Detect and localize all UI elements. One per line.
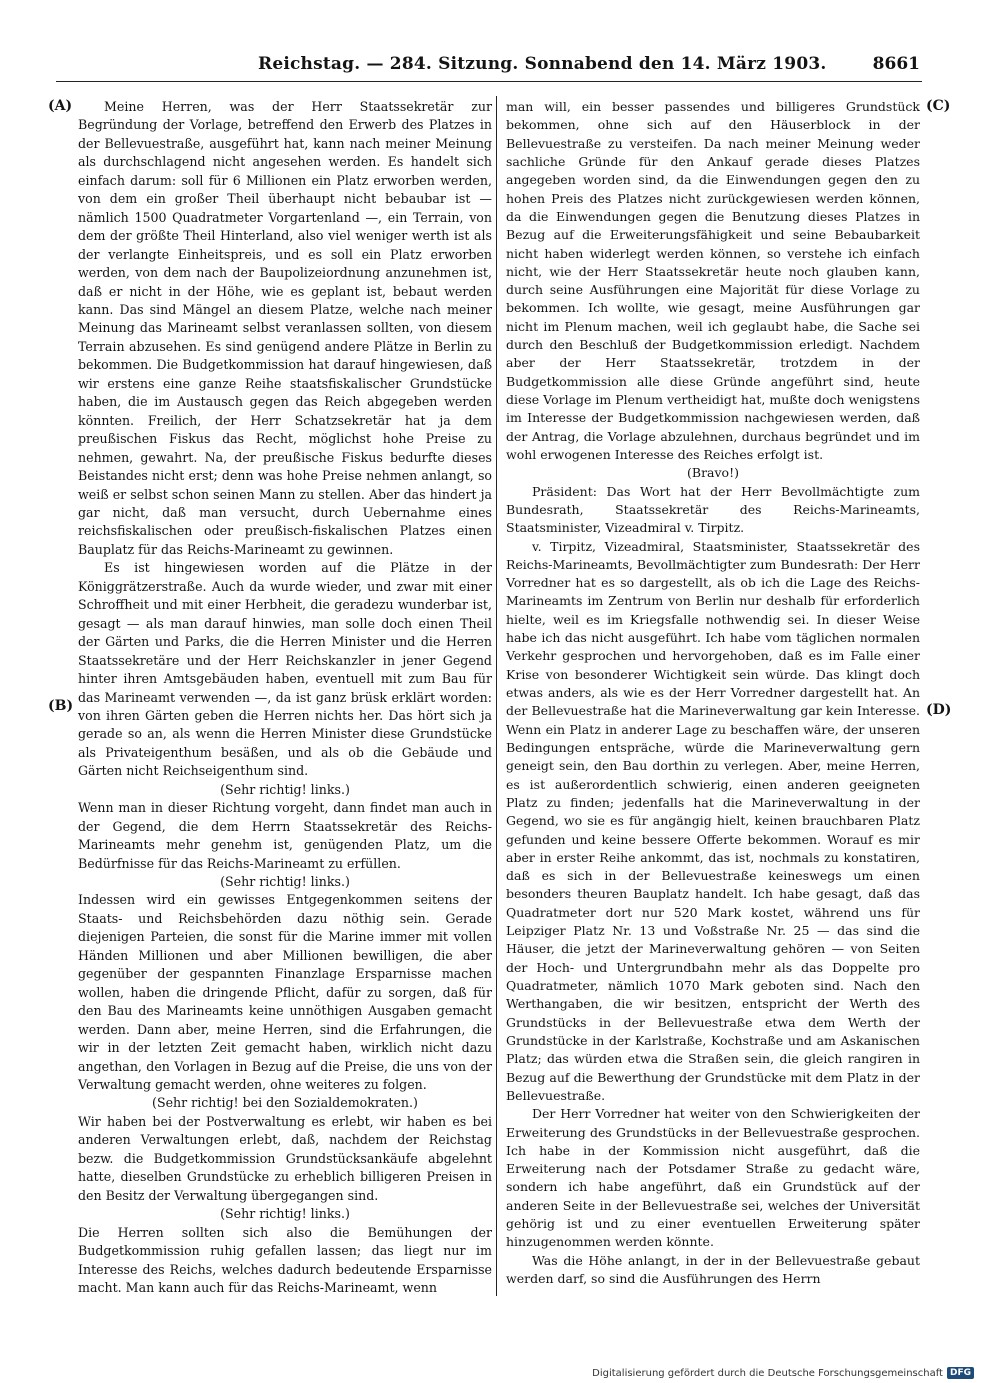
interjection: (Sehr richtig! bei den Sozialdemokraten.): [152, 1095, 418, 1111]
left-column: [78, 98, 492, 1297]
margin-marker-c: (C): [926, 98, 951, 114]
speaker-paragraph-tirpitz: v. Tirpitz, Vizeadmiral, Staatsminister, Staatssekretär des Reichs-Marineamts, Bevollmächtigter zum Bundesrath: Der Herr Vorredner hat es so dargestellt, als ob ich die Lage des Reichs-Marineamts im Zentrum von Berlin nur deshalb für erforderlich hielte, weil es im Kriegsfalle nothwendig sei. In dieser Weise habe ich das nicht ausgeführt. Ich habe vom täglichen normalen Verkehr gesprochen und hervorgehoben, daß es im Falle einer Krise von besonderer Wichtigkeit sein würde. Das klingt doch etwas anders, als wie es der Herr Vorredner dargestellt hat. An der Bellevuestraße hat die Marineverwaltung gar kein Interesse. Wenn ein Platz in anderer Lage zu beschaffen wäre, der unseren Bedingungen entspräche, würde die Marineverwaltung gern geneigt sein, den Bau dorthin zu verlegen. Aber, meine Herren, es ist außerordentlich schwierig, einen anderen geeigneten Platz zu finden; jedenfalls hat die Marineverwaltung in der Gegend, wo sie es für angängig hielt, keinen brauchbaren Platz gefunden und keine bessere Offerte bekommen. Worauf es mir aber in erster Reihe ankommt, das ist, nochmals zu konstatiren, daß es sich in der Bellevuestraße keineswegs um einen besonders theuren Bauplatz handelt. Ich habe gesagt, daß das Quadratmeter dort nur 520 Mark kostet, während uns für Leipziger Platz Nr. 13 und Voßstraße Nr. 25 — das sind die Häuser, die jetzt der Marineverwaltung gehören — von Seiten der Hoch- und Untergrundbahn mehr als das Doppelte pro Quadratmeter, nämlich 1070 Mark geboten sind. Nach den Werthangaben, die wir besitzen, entspricht der Werth des Grundstücks in der Bellevuestraße etwa dem Werth der Grundstücke in der Karlstraße, Kochstraße und am Askanischen Platz; das würden etwa die Straßen sein, die gleich rangiren in Bezug auf die Bewerthung der Grundstücke mit dem Platz in der Bellevuestraße.: [506, 538, 920, 1103]
margin-marker-a: (A): [48, 98, 73, 114]
paragraph: Wenn man in dieser Richtung vorgeht, dann findet man auch in der Gegend, die dem Herrn Staatssekretär des Reichs-Marineamts mehr genehm ist, genügenden Platz, um die Bedürfnisse für das Reichs-Marineamt zu erfüllen.: [78, 800, 492, 871]
paragraph: Es ist hingewiesen worden auf die Plätze in der Königgrätzerstraße. Auch da wurde wieder, und zwar mit einer Schroffheit und mit einer Herbheit, die geradezu wunderbar ist, gesagt — als man darauf hinwies, man solle doch einen Theil der Gärten und Parks, die die Herren Minister und die Herren Staatssekretäre und der Herr Reichskanzler in jener Gegend hinter ihren Amtsgebäuden haben, eventuell mit zum Bau für das Marineamt verwenden —, da ist ganz brüsk erklärt worden: von ihren Gärten geben die Herren nichts her. Das hört sich ja gerade so an, als wenn die Herren Minister diese Grundstücke als Privateigenthum besäßen, und als ob die Gebäude und Gärten nicht Reichseigenthum sind.: [78, 560, 492, 779]
right-column: [506, 98, 920, 1288]
running-title: Reichstag. — 284. Sitzung. Sonnabend den 14. März 1903.: [258, 54, 827, 74]
column-divider: [496, 96, 497, 1296]
footer-text: Digitalisierung gefördert durch die Deutsche Forschungsgemeinschaft: [592, 1367, 943, 1379]
margin-marker-b: (B): [48, 698, 74, 714]
margin-marker-d: (D): [926, 702, 952, 718]
interjection: (Sehr richtig! links.): [220, 1206, 350, 1222]
interjection: (Sehr richtig! links.): [220, 781, 350, 797]
page-number: 8661: [872, 54, 920, 74]
speaker-paragraph-president: Präsident: Das Wort hat der Herr Bevollmächtigte zum Bundesrath, Staatssekretär des Reichs-Marineamts, Staatsminister, Vizeadmiral v. Tirpitz.: [506, 483, 920, 536]
paragraph: Wir haben bei der Postverwaltung es erlebt, wir haben es bei anderen Verwaltungen erlebt, daß, nachdem der Reichstag bezw. die Budgetkommission Grundstücksankäufe abgelehnt hatte, dieselben Grundstücke zu erheblich billigeren Preisen in den Besitz der Verwaltung übergegangen sind.: [78, 1113, 492, 1203]
page-header: [258, 54, 920, 78]
paragraph: Meine Herren, was der Herr Staatssekretär zur Begründung der Vorlage, betreffend den Erwerb des Platzes in der Bellevuestraße, ausgeführt hat, kann nach meiner Meinung als durchschlagend nicht angesehen werden. Es handelt sich einfach darum: soll für 6 Millionen ein Platz erworben werden, von dem ein großer Theil überhaupt nicht bebaubar ist — nämlich 1500 Quadratmeter Vorgartenland —, ein Terrain, von dem der größte Theil Hinterland, also viel weniger werth ist als der verlangte Einheitspreis, und es soll ein Platz erworben werden, von dem nach der Baupolizeiordnung anzunehmen ist, daß er nicht in der Höhe, wie es geplant ist, bebaut werden kann. Das sind Mängel an diesem Platze, welche nach meiner Meinung das Marineamt selbst veranlassen sollten, von diesem Terrain abzusehen. Es sind genügend andere Plätze in Berlin zu bekommen. Die Budgetkommission hat darauf hingewiesen, daß wir erstens eine ganze Reihe staatsfiskalischer Grundstücke haben, die im Austausch gegen das Reich abgegeben werden könnten. Freilich, der Herr Schatzsekretär hat ja dem preußischen Fiskus das Recht, möglichst hohe Preise zu nehmen, gewahrt. Na, der preußische Fiskus bedurfte dieses Beistandes nicht erst; denn was hohe Preise nehmen anlangt, so weiß er selbst schon seinen Mann zu stellen. Aber das hindert ja gar nicht, daß man versucht, durch Uebernahme eines reichsfiskalischen oder preußisch-fiskalischen Platzes einen Bauplatz für das Reichs-Marineamt zu gewinnen.: [78, 99, 492, 557]
paragraph: Die Herren sollten sich also die Bemühungen der Budgetkommission ruhig gefallen lassen; das liegt nur im Interesse des Reichs, welches dadurch bedeutende Ersparnisse macht. Man kann auch für das Reichs-Marineamt, wenn: [78, 1224, 492, 1295]
interjection: (Sehr richtig! links.): [220, 874, 350, 890]
header-rule: [56, 81, 922, 82]
paragraph: Indessen wird ein gewisses Entgegenkommen seitens der Staats- und Reichsbehörden dazu nöthig sein. Gerade diejenigen Parteien, die sonst für die Marine immer mit vollen Händen Millionen und aber Millionen bewilligen, die aber gegenüber der gespannten Finanzlage Ersparnisse machen wollen, haben die dringende Pflicht, dafür zu sorgen, daß für den Bau des Marineamts keine unnöthigen Ausgaben gemacht werden. Dann aber, meine Herren, sind die Erfahrungen, die wir in der letzten Zeit gemacht haben, wirklich nicht dazu angethan, den Vorlagen in Bezug auf die Preise, die uns von der Verwaltung gemacht werden, ohne weiteres zu folgen.: [78, 892, 492, 1093]
paragraph: Der Herr Vorredner hat weiter von den Schwierigkeiten der Erweiterung des Grundstücks in der Bellevuestraße gesprochen. Ich habe in der Kommission nicht ausgeführt, daß die Erweiterung nach der Potsdamer Straße zu gedacht wäre, sondern ich habe angeführt, daß ein Grundstück auf der anderen Seite in der Bellevuestraße sei, welches der Universität gehörig ist und zu einer eventuellen Erweiterung später hinzugenommen werden könnte.: [506, 1106, 920, 1250]
paragraph: man will, ein besser passendes und billigeres Grundstück bekommen, ohne sich auf den Häuserblock in der Bellevuestraße zu versteifen. Da nach meiner Meinung weder sachliche Gründe für den Ankauf gerade dieses Platzes angegeben worden sind, da die Einwendungen gegen den zu hohen Preis des Platzes nicht zurückgewiesen werden können, da die Einwendungen gegen die Benutzung dieses Platzes in Bezug auf die Erweiterungsfähigkeit und seine Bebaubarkeit nicht haben widerlegt werden können, so verstehe ich einfach nicht, wie der Herr Staatssekretär heute noch glauben kann, durch seine Ausführungen eine Majorität für diese Vorlage zu bekommen. Ich wollte, wie gesagt, meine Ausführungen gar nicht im Plenum machen, weil ich geglaubt habe, die Sache sei durch den Beschluß der Budgetkommission erledigt. Nachdem aber der Herr Staatssekretär, trotzdem in der Budgetkommission alle diese Gründe angeführt sind, heute diese Vorlage im Plenum vertheidigt hat, mußte doch wenigstens im Interesse der Budgetkommission nachgewiesen werden, daß der Antrag, die Vorlage abzulehnen, durchaus begründet und im wohl erwogenen Interesse des Reiches erfolgt ist.: [506, 99, 920, 462]
interjection: (Bravo!): [687, 465, 739, 481]
footer-credit: [592, 1367, 974, 1379]
paragraph: Was die Höhe anlangt, in der in der Bellevuestraße gebaut werden darf, so sind die Ausführungen des Herrn: [506, 1252, 920, 1286]
dfg-logo-icon: DFG: [947, 1367, 974, 1379]
